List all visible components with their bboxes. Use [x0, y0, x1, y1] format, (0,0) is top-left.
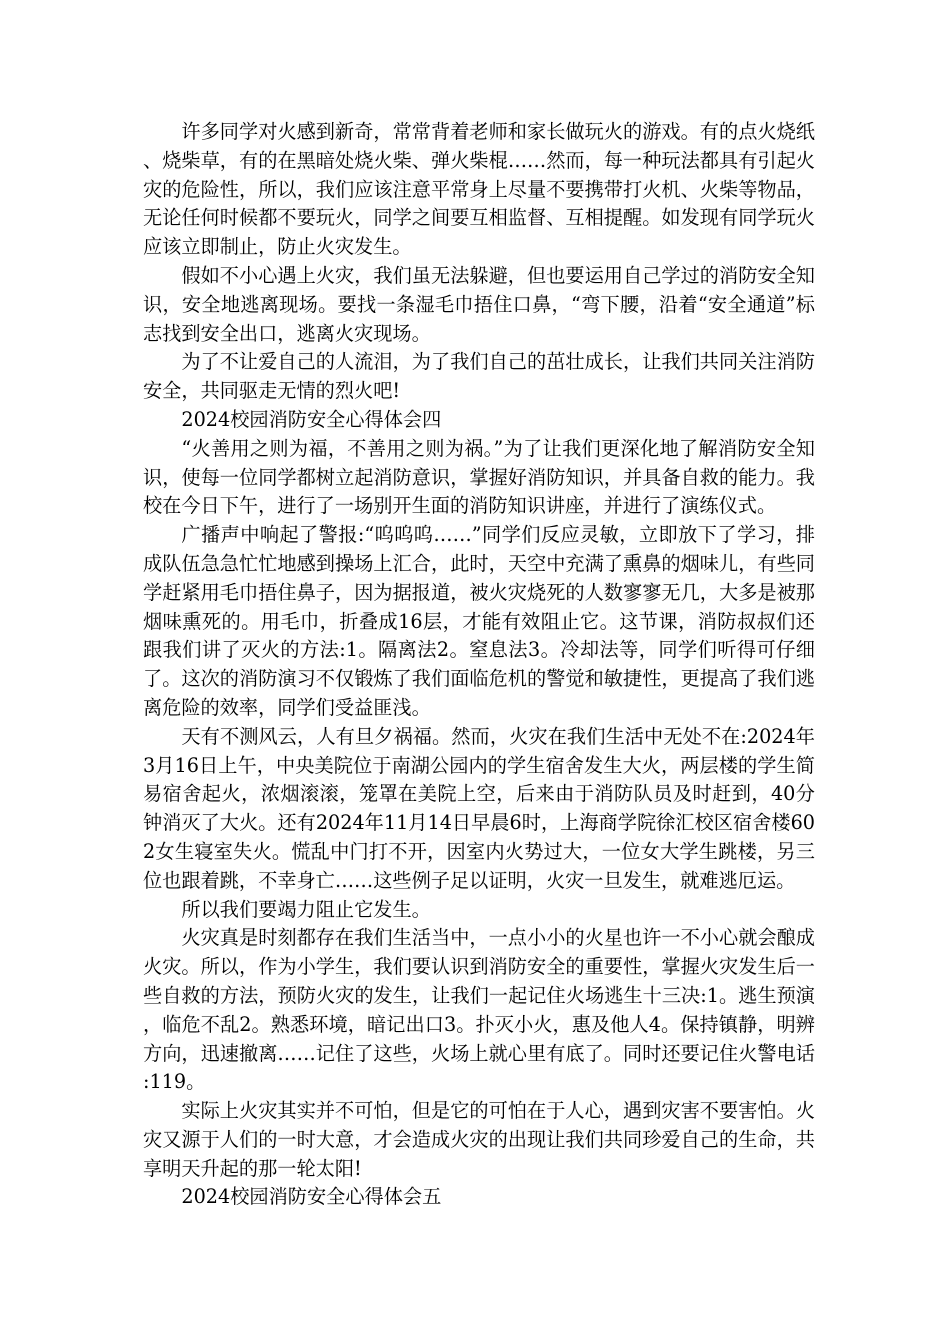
document-body [143, 118, 815, 1212]
section-heading-5: 2024校园消防安全心得体会五 [181, 1185, 442, 1209]
paragraph-6: 广播声中响起了警报:“呜呜呜……”同学们反应灵敏，立即放下了学习，排成队伍急急忙忙地感到操场上汇合，此时，天空中充满了熏鼻的烟味儿，有些同学赶紧用毛巾捂住鼻子，因为据报道，被火灾烧死的人数寥寥无几，大多是被那烟味熏死的。用毛巾，折叠成16层，才能有效阻止它。这节课，消防叔叔们还跟我们讲了灭火的方法:1。隔离法2。窒息法3。冷却法等，同学们听得可仔细了。这次的消防演习不仅锻炼了我们面临危机的警觉和敏捷性，更提高了我们逃离危险的效率，同学们受益匪浅。 [143, 523, 815, 719]
paragraph-2: 假如不小心遇上火灾，我们虽无法躲避，但也要运用自己学过的消防安全知识，安全地逃离现场。要找一条湿毛巾捂住口鼻，“弯下腰，沿着“安全通道”标志找到安全出口，逃离火灾现场。 [143, 263, 815, 345]
section-heading-4: 2024校园消防安全心得体会四 [181, 407, 442, 431]
paragraph-1: 许多同学对火感到新奇，常常背着老师和家长做玩火的游戏。有的点火烧纸、烧柴草，有的在黑暗处烧火柴、弹火柴棍……然而，每一种玩法都具有引起火灾的危险性，所以，我们应该注意平常身上尽量不要携带打火机、火柴等物品，无论任何时候都不要玩火，同学之间要互相监督、互相提醒。如发现有同学玩火应该立即制止，防止火灾发生。 [143, 120, 815, 259]
paragraph-8: 所以我们要竭力阻止它发生。 [181, 897, 431, 921]
paragraph-10: 实际上火灾其实并不可怕，但是它的可怕在于人心，遇到灾害不要害怕。火灾又源于人们的一时大意，才会造成火灾的出现让我们共同珍爱自己的生命，共享明天升起的那一轮太阳! [143, 1099, 815, 1180]
paragraph-7: 天有不测风云，人有旦夕祸福。然而，火灾在我们生活中无处不在:2024年3月16日上午，中央美院位于南湖公园内的学生宿舍发生大火，两层楼的学生简易宿舍起火，浓烟滚滚，笼罩在美院上空，后来由于消防队员及时赶到，40分钟消灭了大火。还有2024年11月14日早晨6时，上海商学院徐汇校区宿舍楼602女生寝室失火。慌乱中门打不开，因室内火势过大，一位女大学生跳楼，另三位也跟着跳，不幸身亡……这些例子足以证明，火灾一旦发生，就难逃厄运。 [143, 724, 815, 892]
paragraph-5: “火善用之则为福，不善用之则为祸。”为了让我们更深化地了解消防安全知识，使每一位同学都树立起消防意识，掌握好消防知识，并具备自救的能力。我校在今日下午，进行了一场别开生面的消防知识讲座，并进行了演练仪式。 [143, 436, 815, 518]
paragraph-9: 火灾真是时刻都存在我们生活当中，一点小小的火星也许一不小心就会酿成火灾。所以，作为小学生，我们要认识到消防安全的重要性，掌握火灾发生后一些自救的方法，预防火灾的发生，让我们一起记住火场逃生十三决:1。逃生预演，临危不乱2。熟悉环境，暗记出口3。扑灭小火，惠及他人4。保持镇静，明辨方向，迅速撤离……记住了这些，火场上就心里有底了。同时还要记住火警电话:119。 [143, 926, 815, 1094]
paragraph-3: 为了不让爱自己的人流泪，为了我们自己的茁壮成长，让我们共同关注消防安全，共同驱走无情的烈火吧! [143, 350, 815, 403]
